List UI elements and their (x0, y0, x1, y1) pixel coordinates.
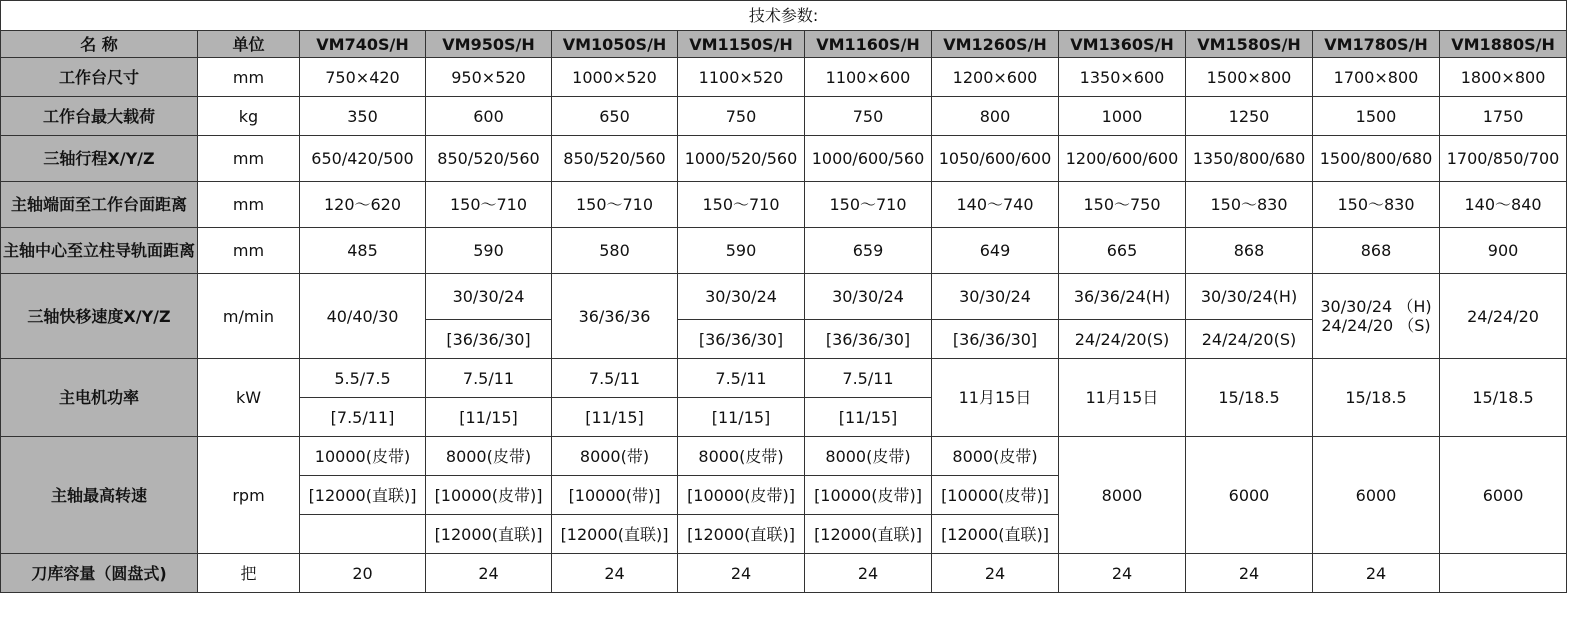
cell: 36/36/24(H) (1059, 274, 1186, 320)
cell: 1750 (1440, 97, 1567, 136)
header-name: 名 称 (1, 31, 198, 58)
cell: 24 (1186, 554, 1313, 593)
cell: 15/18.5 (1440, 359, 1567, 437)
table-row (1, 274, 1567, 320)
row-label: 刀库容量（圆盘式) (1, 554, 198, 593)
cell: 1000×520 (552, 58, 678, 97)
cell: [36/36/30] (805, 320, 932, 359)
header-model: VM1150S/H (678, 31, 805, 58)
cell: [11/15] (805, 398, 932, 437)
header-model: VM950S/H (426, 31, 552, 58)
row-label: 主轴中心至立柱导轨面距离 (1, 228, 198, 274)
row-label: 三轴快移速度X/Y/Z (1, 274, 198, 359)
header-model: VM1360S/H (1059, 31, 1186, 58)
cell: [11/15] (552, 398, 678, 437)
cell: 850/520/560 (426, 136, 552, 182)
cell: [12000(直联)] (805, 515, 932, 554)
cell: 5.5/7.5 (300, 359, 426, 398)
cell: 24/24/20(S) (1186, 320, 1313, 359)
row-unit: mm (198, 228, 300, 274)
cell: [10000(皮带)] (678, 476, 805, 515)
cell: 8000(皮带) (678, 437, 805, 476)
cell: 120～620 (300, 182, 426, 228)
cell: 150～710 (805, 182, 932, 228)
cell: 140～840 (1440, 182, 1567, 228)
cell: 649 (932, 228, 1059, 274)
header-row (1, 31, 1567, 58)
cell (1313, 274, 1440, 359)
table-title: 技术参数: (1, 1, 1567, 31)
header-model: VM740S/H (300, 31, 426, 58)
cell: 1350×600 (1059, 58, 1186, 97)
cell-line: 24/24/20 （S) (1321, 316, 1431, 335)
cell: 650 (552, 97, 678, 136)
cell: [12000(直联)] (552, 515, 678, 554)
cell: 1350/800/680 (1186, 136, 1313, 182)
cell: [36/36/30] (932, 320, 1059, 359)
cell: 1700/850/700 (1440, 136, 1567, 182)
cell: [11/15] (426, 398, 552, 437)
cell: [36/36/30] (678, 320, 805, 359)
cell: [10000(皮带)] (805, 476, 932, 515)
cell (1440, 554, 1567, 593)
cell: 24 (805, 554, 932, 593)
cell: 6000 (1313, 437, 1440, 554)
cell: 150～830 (1313, 182, 1440, 228)
cell: 30/30/24 (426, 274, 552, 320)
table-row (1, 136, 1567, 182)
cell: 1200/600/600 (1059, 136, 1186, 182)
cell: 36/36/36 (552, 274, 678, 359)
row-unit: kW (198, 359, 300, 437)
row-unit: mm (198, 182, 300, 228)
cell: 8000 (1059, 437, 1186, 554)
cell: 868 (1313, 228, 1440, 274)
cell: 150～710 (678, 182, 805, 228)
cell: 1100×520 (678, 58, 805, 97)
cell: 1050/600/600 (932, 136, 1059, 182)
row-label: 主轴最高转速 (1, 437, 198, 554)
cell: 30/30/24 (805, 274, 932, 320)
cell: 350 (300, 97, 426, 136)
cell: 24 (552, 554, 678, 593)
cell: 8000(皮带) (932, 437, 1059, 476)
cell: [12000(直联)] (426, 515, 552, 554)
cell: 24 (932, 554, 1059, 593)
cell: [10000(皮带)] (426, 476, 552, 515)
cell: 140～740 (932, 182, 1059, 228)
header-model: VM1880S/H (1440, 31, 1567, 58)
table-row (1, 228, 1567, 274)
row-unit: 把 (198, 554, 300, 593)
cell: 1000/600/560 (805, 136, 932, 182)
cell: 24 (426, 554, 552, 593)
cell: 150～710 (552, 182, 678, 228)
cell: 40/40/30 (300, 274, 426, 359)
cell: 8000(带) (552, 437, 678, 476)
table-row (1, 58, 1567, 97)
cell-line: 30/30/24 （H) (1320, 297, 1432, 316)
table-row (1, 97, 1567, 136)
header-model: VM1580S/H (1186, 31, 1313, 58)
cell: 7.5/11 (678, 359, 805, 398)
cell: [12000(直联)] (678, 515, 805, 554)
row-unit: m/min (198, 274, 300, 359)
table-row (1, 359, 1567, 398)
cell: 750 (805, 97, 932, 136)
cell: 1500/800/680 (1313, 136, 1440, 182)
cell: 485 (300, 228, 426, 274)
cell: 11月15日 (1059, 359, 1186, 437)
cell: 580 (552, 228, 678, 274)
cell: 24 (1313, 554, 1440, 593)
table-row (1, 554, 1567, 593)
table-row (1, 437, 1567, 476)
row-label: 三轴行程X/Y/Z (1, 136, 198, 182)
header-model: VM1050S/H (552, 31, 678, 58)
cell: 7.5/11 (552, 359, 678, 398)
cell: 10000(皮带) (300, 437, 426, 476)
cell: 950×520 (426, 58, 552, 97)
cell: 24/24/20(S) (1059, 320, 1186, 359)
row-label: 主电机功率 (1, 359, 198, 437)
cell: 150～830 (1186, 182, 1313, 228)
cell: 7.5/11 (805, 359, 932, 398)
cell: 24/24/20 (1440, 274, 1567, 359)
cell: 15/18.5 (1186, 359, 1313, 437)
cell: 590 (678, 228, 805, 274)
cell: 665 (1059, 228, 1186, 274)
cell: 1500 (1313, 97, 1440, 136)
header-unit: 单位 (198, 31, 300, 58)
cell: 1250 (1186, 97, 1313, 136)
cell: 1700×800 (1313, 58, 1440, 97)
cell: 750 (678, 97, 805, 136)
cell: 150～750 (1059, 182, 1186, 228)
cell: 590 (426, 228, 552, 274)
row-label: 主轴端面至工作台面距离 (1, 182, 198, 228)
cell: 20 (300, 554, 426, 593)
row-unit: mm (198, 136, 300, 182)
cell (300, 515, 426, 554)
cell: 868 (1186, 228, 1313, 274)
header-model: VM1780S/H (1313, 31, 1440, 58)
cell: 1100×600 (805, 58, 932, 97)
header-model: VM1160S/H (805, 31, 932, 58)
row-label: 工作台尺寸 (1, 58, 198, 97)
cell: 1000/520/560 (678, 136, 805, 182)
cell: [11/15] (678, 398, 805, 437)
cell: 600 (426, 97, 552, 136)
cell: 6000 (1186, 437, 1313, 554)
cell: 24 (678, 554, 805, 593)
cell: [7.5/11] (300, 398, 426, 437)
cell: 30/30/24 (932, 274, 1059, 320)
cell: 1500×800 (1186, 58, 1313, 97)
cell: 650/420/500 (300, 136, 426, 182)
row-unit: mm (198, 58, 300, 97)
table-row (1, 182, 1567, 228)
header-model: VM1260S/H (932, 31, 1059, 58)
row-label: 工作台最大载荷 (1, 97, 198, 136)
cell: 900 (1440, 228, 1567, 274)
cell: 800 (932, 97, 1059, 136)
cell: 1000 (1059, 97, 1186, 136)
cell: 850/520/560 (552, 136, 678, 182)
cell: 24 (1059, 554, 1186, 593)
cell: [12000(直联)] (300, 476, 426, 515)
cell: 30/30/24 (678, 274, 805, 320)
cell: 1200×600 (932, 58, 1059, 97)
cell: [10000(皮带)] (932, 476, 1059, 515)
cell: 30/30/24(H) (1186, 274, 1313, 320)
row-unit: rpm (198, 437, 300, 554)
cell: 8000(皮带) (426, 437, 552, 476)
row-unit: kg (198, 97, 300, 136)
cell: 8000(皮带) (805, 437, 932, 476)
cell: [36/36/30] (426, 320, 552, 359)
cell: 6000 (1440, 437, 1567, 554)
cell: 1800×800 (1440, 58, 1567, 97)
cell: 15/18.5 (1313, 359, 1440, 437)
cell: 11月15日 (932, 359, 1059, 437)
cell: [10000(带)] (552, 476, 678, 515)
cell: 7.5/11 (426, 359, 552, 398)
cell: 150～710 (426, 182, 552, 228)
cell: 750×420 (300, 58, 426, 97)
cell: 659 (805, 228, 932, 274)
cell: [12000(直联)] (932, 515, 1059, 554)
